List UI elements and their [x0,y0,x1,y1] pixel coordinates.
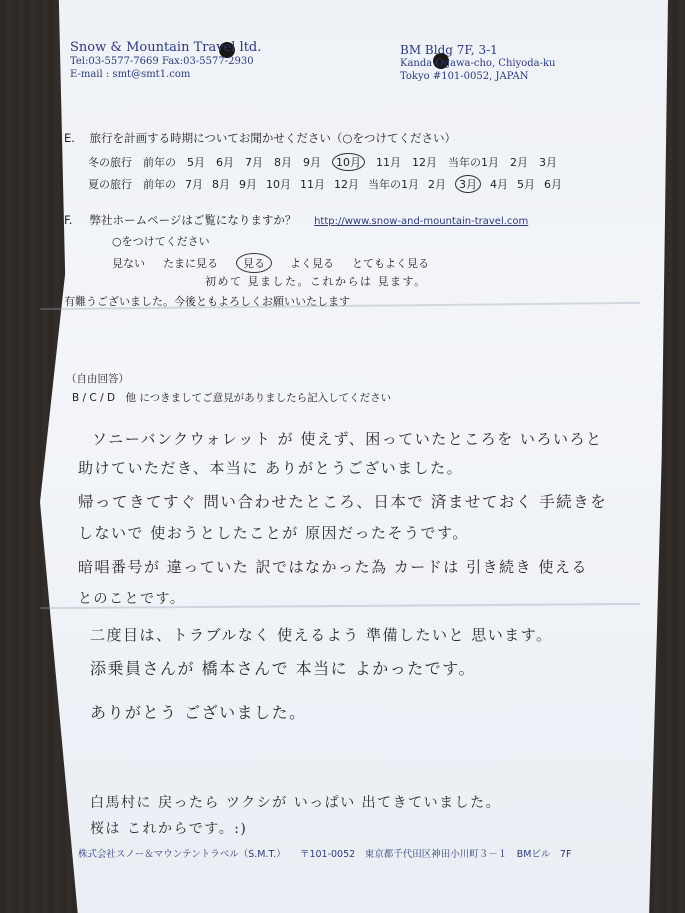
tel-fax: Tel:03-5577-7669 Fax:03-5577-2930 [70,56,254,67]
winter-option: 6月 [216,156,234,169]
winter-option: 9月 [303,156,321,169]
winter-option: 8月 [274,156,292,169]
summer-option: 前年の [143,178,176,191]
summer-option: 9月 [239,178,257,191]
handwritten-line: とのことです。 [78,591,186,607]
winter-option: 12月 [412,156,437,169]
handwritten-line: 白馬村に 戻ったら ツクシが いっぱい 出てきていました。 [90,795,502,811]
winter-option: 当年の1月 [448,156,499,169]
summer-option: 10月 [266,178,291,191]
company-header [70,40,330,81]
section-f-question: 弊社ホームページはご覧になりますか？ [89,213,297,227]
winter-option: 5月 [187,156,205,169]
handwritten-line: 二度目は、トラブルなく 使えるよう 準備したいと 思います。 [90,626,553,644]
winter-option: 7月 [245,156,263,169]
winter-label: 冬の旅行 [88,156,132,169]
homepage-frequency-option: 見ない [112,257,145,270]
summer-option: 12月 [334,178,359,191]
free-answer-label: （自由回答） [66,373,129,385]
summer-option: 5月 [517,178,535,191]
homepage-link[interactable]: http://www.snow-and-mountain-travel.com [314,216,529,227]
company-name: Snow & Mountain Travel ltd. [70,40,262,55]
summer-option-selected: 3月 [455,175,481,193]
section-e-question-row [64,130,456,146]
section-f-label: F. [64,213,73,227]
footer-company-address: 株式会社スノー＆マウンテントラベル（S.M.T.） 〒101-0052 東京都千代田区神田小川町３－１ BMビル 7F [78,849,572,860]
handwritten-line: ソニーバンクウォレット が 使えず、困っていたところを いろいろと [92,430,603,448]
summer-option: 7月 [185,178,203,191]
address-line1: Kanda Ogawa-cho, Chiyoda-ku [400,58,556,69]
winter-option: 11月 [376,156,401,169]
handwritten-line: 帰ってきてすぐ 問い合わせたところ、日本で 済ませておく 手続きを [78,493,608,511]
section-f-question-row [64,212,528,228]
handwritten-line: ありがとう ございました。 [90,703,307,722]
homepage-frequency-option: とてもよく見る [352,257,429,270]
free-answer-prompt: B / C / D 他 につきましてご意見がありましたら記入してください [72,392,392,404]
homepage-frequency-option: たまに見る [163,257,218,270]
homepage-frequency-option-selected: 見る [236,253,272,273]
handwritten-line: しないで 使おうとしたことが 原因だったそうです。 [78,524,469,542]
section-f-options-row [112,253,447,273]
winter-option-selected: 10月 [332,153,365,171]
summer-option: 4月 [490,178,508,191]
winter-option: 3月 [539,156,557,169]
winter-option: 前年の [143,156,176,169]
summer-label: 夏の旅行 [88,178,132,191]
homepage-frequency-option: よく見る [290,257,334,270]
handwritten-line: 暗唱番号が 違っていた 訳ではなかった為 カードは 引き続き 使える [78,558,588,576]
summer-option: 当年の1月 [368,178,419,191]
summer-options-row [88,175,571,193]
handwritten-note: 初めて 見ました。これからは 見ます。 [205,275,427,288]
thanks-text: 有難うございました。今後ともよろしくお願いいたします [64,295,350,308]
section-f-instruction: ○をつけてください [112,235,210,248]
section-e-label: E. [64,131,75,145]
summer-option: 6月 [544,178,562,191]
building: BM Bldg 7F, 3-1 [400,43,498,57]
winter-options-row [88,153,568,171]
summer-option: 11月 [300,178,325,191]
address-line2: Tokyo #101-0052, JAPAN [400,71,529,82]
email: E-mail : smt@smt1.com [70,69,191,80]
section-e-question: 旅行を計画する時期についてお聞かせください（○をつけてください） [89,131,456,145]
summer-option: 2月 [428,178,446,191]
winter-option: 2月 [510,156,528,169]
summer-option: 8月 [212,178,230,191]
company-address [400,43,620,83]
handwritten-line: 桜は これからです。:) [90,821,248,837]
handwritten-line: 助けていただき、本当に ありがとうございました。 [78,459,464,477]
handwritten-line: 添乗員さんが 橋本さんで 本当に よかったです。 [90,659,476,678]
